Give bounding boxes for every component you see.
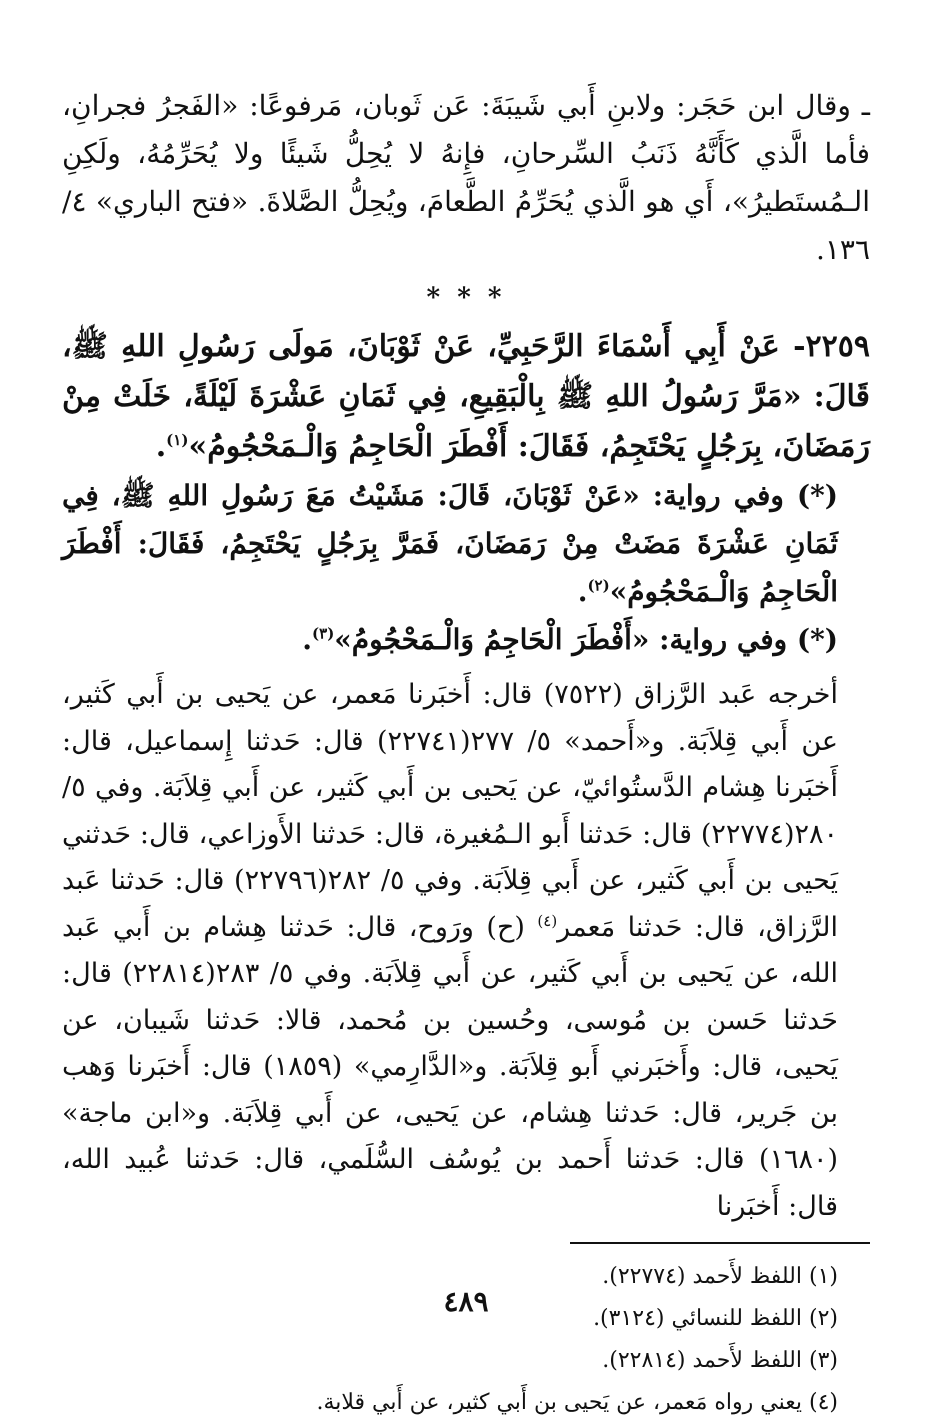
riwaya-2: (*) وفي رواية: «أَفْطَرَ الْحَاجِمُ وَالْـمَحْجُومُ»$^{(٣)}$.	[302, 623, 838, 656]
intro-paragraph: ـ وقال ابن حَجَر: ولابنِ أَبي شَيبَةَ: عَن ثَوبان، مَرفوعًا: «الفَجرُ فجرانِ، فأما الَّذي كَأَنَّهُ ذَنَبُ السِّرحانِ، فإِنهُ لا يُحِلُّ شَيئًا ولا يُحَرِّمُهُ، ولَكِنِ الـمُستَطيرُ»، أَي هو الَّذي يُحَرِّمُ الطَّعامَ، ويُحِلُّ الصَّلاةَ. «فتح الباري» ٤/ ١٣٦.	[62, 89, 870, 266]
hadith-paragraph: ٢٢٥٩- عَنْ أَبِي أَسْمَاءَ الرَّحَبِيِّ، عَنْ ثَوْبَانَ، مَولَى رَسُولِ اللهِ ﷺ، قَالَ: «مَرَّ رَسُولُ اللهِ ﷺ بِالْبَقِيعِ، فِي ثَمَانِ عَشْرَةَ لَيْلَةً، خَلَتْ مِنْ رَمَضَانَ، بِرَجُلٍ يَحْتَجِمُ، فَقَالَ: أَفْطَرَ الْحَاجِمُ وَالْـمَحْجُومُ»$^{(١)}$.	[62, 329, 870, 464]
footnote-ref-1: (١)	[166, 431, 189, 449]
footnote-ref-2: (٢)	[587, 576, 610, 595]
footnote-ref-3: (٣)	[312, 624, 335, 643]
footnote-3: (٣) اللفظ لأَحمد (٢٢٨١٤).	[602, 1348, 838, 1373]
footnote-divider	[570, 1242, 870, 1244]
footnote-4: (٤) يعني رواه مَعمر، عن يَحيى بن أَبي كثير، عن أَبي قلابة.	[316, 1390, 838, 1415]
takhrij-paragraph	[62, 672, 870, 1230]
riwaya-2-text: (*) وفي رواية: «أَفْطَرَ الْحَاجِمُ وَالْـمَحْجُومُ»	[334, 623, 838, 656]
takhrij-part-2: (ح) ورَوح، قال: حَدثنا هِشام بن أَبي عَبد الله، عن يَحيى بن أَبي كَثير، عن أَبي قِلاَبَة. وفي ٥/ ٢٨٣(٢٢٨١٤) قال: حَدثنا حَسن بن مُوسى، وحُسين بن مُحمد، قالا: حَدثنا شَيبان، عن يَحيى، قال: وأَخبَرني أَبو قِلاَبَة. و«الدَّارِمي» (١٨٥٩) قال: أَخبَرنا وَهب بن جَرير، قال: حَدثنا هِشام، عن يَحيى، عن أَبي قِلاَبَة. و«ابن ماجة» (١٦٨٠) قال: حَدثنا أَحمد بن يُوسُف السُّلَمي، قال: حَدثنا عُبيد الله، قال: أَخبَرنا	[62, 911, 839, 1222]
hadith-text: عَنْ أَبِي أَسْمَاءَ الرَّحَبِيِّ، عَنْ ثَوْبَانَ، مَولَى رَسُولِ اللهِ ﷺ، قَالَ: «مَرَّ رَسُولُ اللهِ ﷺ بِالْبَقِيعِ، فِي ثَمَانِ عَشْرَةَ لَيْلَةً، خَلَتْ مِنْ رَمَضَانَ، بِرَجُلٍ يَحْتَجِمُ، فَقَالَ: أَفْطَرَ الْحَاجِمُ وَالْـمَحْجُومُ»	[62, 329, 870, 464]
riwaya-1: (*) وفي رواية: «عَنْ ثَوْبَانَ، قَالَ: مَشَيْتُ مَعَ رَسُولِ اللهِ ﷺ، فِي ثَمَانِ عَشْرَةَ مَضَتْ مِنْ رَمَضَانَ، فَمَرَّ بِرَجُلٍ يَحْتَجِمُ، فَقَالَ: أَفْطَرَ الْحَاجِمُ وَالْـمَحْجُومُ»$^{(٢)}$.	[62, 479, 838, 608]
riwaya-1-text: (*) وفي رواية: «عَنْ ثَوْبَانَ، قَالَ: مَشَيْتُ مَعَ رَسُولِ اللهِ ﷺ، فِي ثَمَانِ عَشْرَةَ مَضَتْ مِنْ رَمَضَانَ، فَمَرَّ بِرَجُلٍ يَحْتَجِمُ، فَقَالَ: أَفْطَرَ الْحَاجِمُ وَالْـمَحْجُومُ»	[62, 479, 838, 608]
page-number: ٤٨٩	[443, 1285, 489, 1318]
footnote-ref-4: (٤)	[537, 911, 558, 930]
takhrij-part-1: أخرجه عَبد الرَّزاق (٧٥٢٢) قال: أَخبَرنا مَعمر، عن يَحيى بن أَبي كَثير، عن أَبي قِلاَبَة. و«أَحمد» ٥/ ٢٧٧(٢٢٧٤١) قال: حَدثنا إِسماعيل، قال: أَخبَرنا هِشام الدَّستُوائيّ، عن يَحيى بن أَبي كَثير، عن أَبي قِلاَبَة. وفي ٥/ ٢٨٠(٢٢٧٧٤) قال: حَدثنا أَبو الـمُغيرة، قال: حَدثنا الأَوزاعي، قال: حَدثني يَحيى بن أَبي كَثير، عن أَبي قِلاَبَة. وفي ٥/ ٢٨٢(٢٢٧٩٦) قال: حَدثنا عَبد الرَّزاق، قال: حَدثنا مَعمر	[62, 679, 839, 943]
section-separator: * * *	[426, 283, 506, 313]
footnote-1: (١) اللفظ لأَحمد (٢٢٧٧٤).	[602, 1264, 838, 1289]
hadith-number: ٢٢٥٩-	[793, 329, 870, 364]
footnote-2: (٢) اللفظ للنسائي (٣١٢٤).	[593, 1306, 838, 1331]
